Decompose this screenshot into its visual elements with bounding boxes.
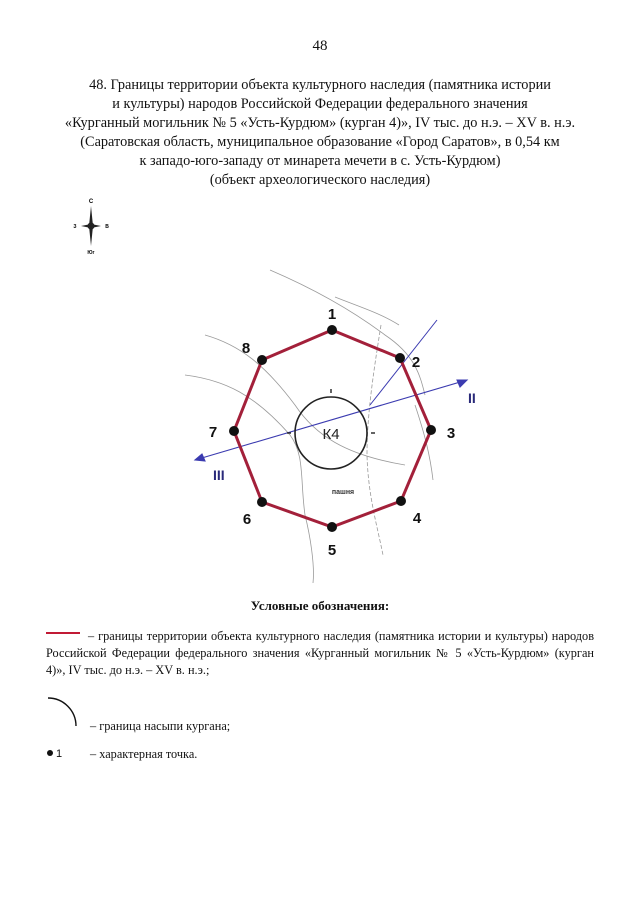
legend-title: Условные обозначения: — [250, 598, 390, 613]
point-label-4: 4 — [412, 510, 422, 527]
point-marker-1 — [327, 325, 337, 335]
compass-rose-icon — [66, 196, 116, 266]
mound-label: К4 — [322, 426, 340, 443]
compass-east-label: В — [105, 224, 109, 230]
point-marker-8 — [257, 355, 267, 365]
point-label-7: 7 — [208, 424, 218, 441]
title-line: к западо-юго-западу от минарета мечети в с. Усть-Курдюм) — [139, 153, 501, 169]
compass-west-arrow — [81, 224, 91, 228]
point-marker-3 — [426, 425, 436, 435]
profile-label-iii: III — [213, 467, 225, 483]
title-line: «Курганный могильник № 5 «Усть-Курдюм» (курган 4)», IV тыс. до н.э. – XV в. н.э. — [64, 115, 576, 131]
title-line: и культуры) народов Российской Федерации федерального значения — [112, 96, 528, 112]
compass-west-label: З — [73, 224, 77, 230]
site-plan — [185, 265, 475, 585]
document-title — [40, 76, 600, 190]
legend-point-icon — [46, 746, 86, 760]
point-marker-5 — [327, 522, 337, 532]
point-marker-2 — [395, 353, 405, 363]
point-marker-7 — [229, 426, 239, 436]
legend-mound-text: – граница насыпи кургана; — [90, 719, 231, 733]
point-label-8: 8 — [241, 340, 251, 357]
compass-south-label: Юг — [87, 250, 95, 256]
legend-point-text: – характерная точка. — [90, 747, 198, 761]
profile-label-ii: II — [468, 390, 476, 406]
title-line: 48. Границы территории объекта культурного наследия (памятника истории — [89, 77, 551, 93]
arrow-head-east-icon — [457, 380, 467, 387]
point-label-3: 3 — [446, 425, 456, 442]
title-line: (Саратовская область, муниципальное образование «Город Саратов», в 0,54 км — [80, 134, 560, 150]
arrow-head-west-icon — [195, 454, 205, 461]
legend-mound-arc-icon — [46, 694, 86, 734]
compass-east-arrow — [91, 224, 101, 228]
title-line: (объект археологического наследия) — [209, 172, 431, 188]
point-label-6: 6 — [242, 511, 252, 528]
legend-boundary-text: – границы территории объекта культурного наследия (памятника истории и культуры) народов Российской Федерации федерального значения «Курганный могильник № 5 «Усть-Курдюм» (курган 4)», IV тыс. до н.э. – XV в. н.э.; — [46, 629, 594, 677]
point-label-2: 2 — [411, 354, 421, 371]
point-label-5: 5 — [327, 542, 337, 559]
arable-land-label: пашня — [331, 489, 355, 496]
compass-north-label: С — [88, 199, 94, 205]
legend-point-label: 1 — [56, 748, 63, 760]
point-marker-6 — [257, 497, 267, 507]
point-label-1: 1 — [327, 306, 337, 323]
point-marker-4 — [396, 496, 406, 506]
page-number: 48 — [312, 38, 328, 54]
